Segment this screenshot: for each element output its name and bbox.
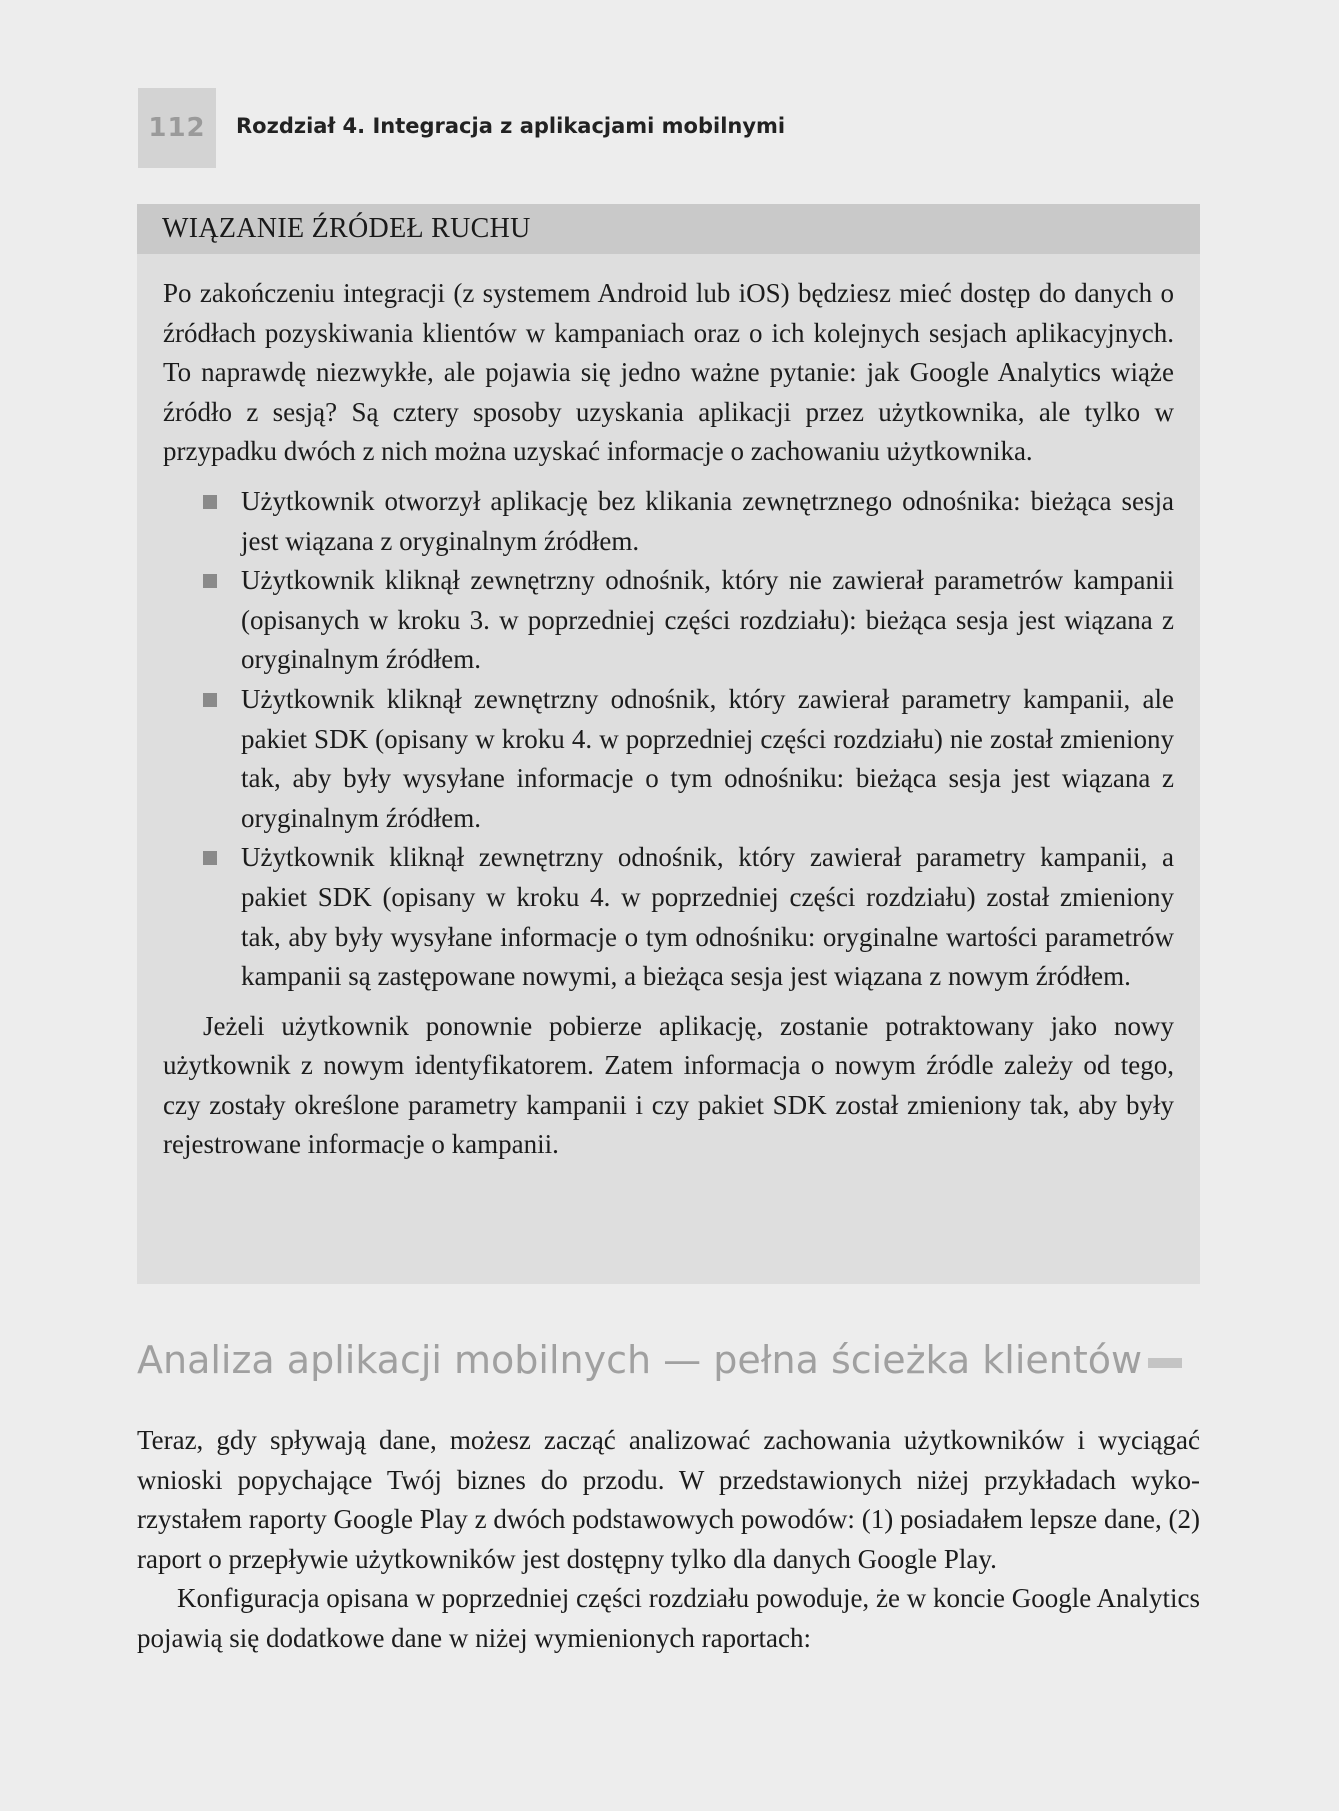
heading-dash-decoration <box>1148 1358 1182 1368</box>
section-heading-text: Analiza aplikacji mobilnych — pełna ścieżka klientów <box>137 1338 1143 1382</box>
square-bullet-icon <box>203 851 217 865</box>
running-head: Rozdział 4. Integracja z aplikacjami mobilnymi <box>236 114 786 138</box>
body-text <box>137 1421 1200 1659</box>
sidebar-title: WIĄZANIE ŹRÓDEŁ RUCHU <box>162 213 531 244</box>
square-bullet-icon <box>203 574 217 588</box>
body-paragraph: Konfiguracja opisana w poprzedniej części rozdziału powoduje, że w koncie Google Analytics pojawią się dodatkowe dane w niżej wymienionych raportach: <box>137 1583 1200 1653</box>
bullet-item <box>241 680 1174 838</box>
page-number-box <box>138 88 216 168</box>
bullet-item <box>241 838 1174 996</box>
sidebar-intro-paragraph: Po zakończeniu integracji (z systemem Android lub iOS) będziesz mieć dostęp do danych o źródłach pozyskiwania klientów w kampaniach oraz o ich kolejnych sesjach aplikacyjnych. To naprawdę niezwykłe, ale pojawia się jedno ważne pytanie: jak Google Analytics wiąże źródło z sesją? Są cztery sposoby uzyskania aplikacji przez użytkownika, ale tylko w przypadku dwóch z nich można uzyskać informacje o zachowaniu użytkownika. <box>163 278 1174 467</box>
sidebar-title-bar <box>137 204 1200 254</box>
sidebar-body <box>137 254 1200 1165</box>
body-paragraph: Teraz, gdy spływają dane, możesz zacząć analizować zachowania użytkowników i wyciągać wnioski popychające Twój biznes do przodu. W przedstawionych niżej przykładach wykorzystałem raporty Google Play z dwóch podstawowych powodów: (1) posiadałem lepsze dane, (2) raport o przepływie użytkowników jest dostępny tylko dla danych Google Play. <box>137 1425 1200 1574</box>
section-heading <box>137 1338 1200 1382</box>
bullet-item <box>241 482 1174 561</box>
bullet-text: Użytkownik kliknął zewnętrzny odnośnik, który zawierał parametry kampanii, a pakiet SDK (opisany w kroku 4. w poprzedniej części rozdziału) został zmieniony tak, aby były wysyłane informacje o tym odnośniku: oryginalne wartości parametrów kampanii są zastępowane nowymi, a bieżąca sesja jest wiązana z nowym źródłem. <box>241 842 1174 992</box>
square-bullet-icon <box>203 495 217 509</box>
page-number: 112 <box>148 113 206 143</box>
square-bullet-icon <box>203 693 217 707</box>
bullet-text: Użytkownik otworzył aplikację bez klikania zewnętrznego odnośnika: bieżąca sesja jest wiązana z oryginalnym źródłem. <box>241 485 1174 556</box>
bullet-text: Użytkownik kliknął zewnętrzny odnośnik, który zawierał parametry kampanii, ale pakiet SDK (opisany w kroku 4. w poprzedniej części rozdziału) nie został zmieniony tak, aby były wysyłane informacje o tym odnośniku: bieżąca sesja jest wiązana z oryginalnym źródłem. <box>241 683 1174 833</box>
bullet-list <box>163 482 1174 997</box>
bullet-text: Użytkownik kliknął zewnętrzny odnośnik, który nie zawierał parametrów kampanii (opisanych w kroku 3. w poprzedniej części rozdziału): bieżąca sesja jest wiązana z oryginalnym źródłem. <box>241 565 1174 675</box>
bullet-item <box>241 561 1174 680</box>
sidebar-closing-paragraph: Jeżeli użytkownik ponownie pobierze aplikację, zostanie potraktowany jako nowy użytkownik z nowym identyfikatorem. Zatem informacja o nowym źródle zależy od tego, czy zostały określone parametry kampanii i czy pakiet SDK został zmieniony tak, aby były rejestrowane informacje o kampanii. <box>163 1010 1174 1160</box>
sidebar-box <box>137 204 1200 1284</box>
